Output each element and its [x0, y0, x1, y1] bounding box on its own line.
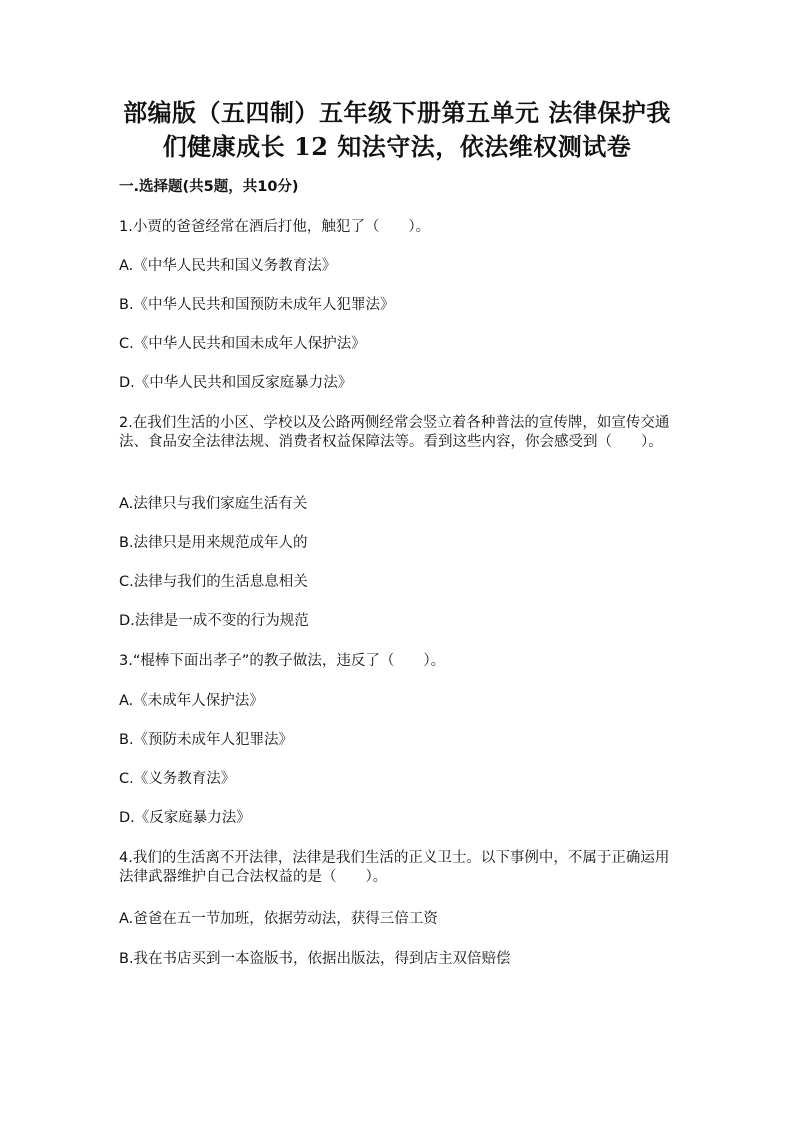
- question-3-option-d: D.《反家庭暴力法》: [119, 810, 251, 826]
- question-2-option-a: A.法律只与我们家庭生活有关: [119, 496, 308, 512]
- question-1-option-a: A.《中华人民共和国义务教育法》: [119, 258, 337, 274]
- question-2-option-c: C.法律与我们的生活息息相关: [119, 574, 308, 590]
- section-heading: 一.选择题(共5题，共10分): [119, 179, 299, 195]
- title-line-1: 部编版（五四制）五年级下册第五单元 法律保护我: [123, 98, 671, 127]
- question-4-option-b: B.我在书店买到一本盗版书，依据出版法，得到店主双倍赔偿: [119, 951, 511, 967]
- question-2-option-b: B.法律只是用来规范成年人的: [119, 535, 308, 551]
- question-1-option-b: B.《中华人民共和国预防未成年人犯罪法》: [119, 297, 395, 313]
- question-1-option-c: C.《中华人民共和国未成年人保护法》: [119, 336, 366, 352]
- question-2-stem: 2.在我们生活的小区、学校以及公路两侧经常会竖立着各种普法的宣传牌，如宣传交通法、食品安全法律法规、消费者权益保障法等。看到这些内容，你会感受到（ ）。: [119, 415, 670, 450]
- title-line-2: 们健康成长 12 知法守法，依法维权测试卷: [162, 132, 632, 161]
- page-title: [110, 96, 684, 164]
- question-4-stem: 4.我们的生活离不开法律，法律是我们生活的正义卫士。以下事例中，不属于正确运用法律武器维护自己合法权益的是（ ）。: [119, 850, 670, 885]
- question-3-option-b: B.《预防未成年人犯罪法》: [119, 732, 294, 748]
- question-4-option-a: A.爸爸在五一节加班，依据劳动法，获得三倍工资: [119, 911, 438, 927]
- question-3-stem: 3.“棍棒下面出孝子”的教子做法，违反了（ ）。: [119, 653, 446, 669]
- question-1-stem: 1.小贾的爸爸经常在酒后打他，触犯了（ ）。: [119, 219, 431, 235]
- question-3-option-c: C.《义务教育法》: [119, 771, 236, 787]
- question-1-option-d: D.《中华人民共和国反家庭暴力法》: [119, 375, 353, 391]
- question-3-option-a: A.《未成年人保护法》: [119, 693, 264, 709]
- question-2-option-d: D.法律是一成不变的行为规范: [119, 613, 309, 629]
